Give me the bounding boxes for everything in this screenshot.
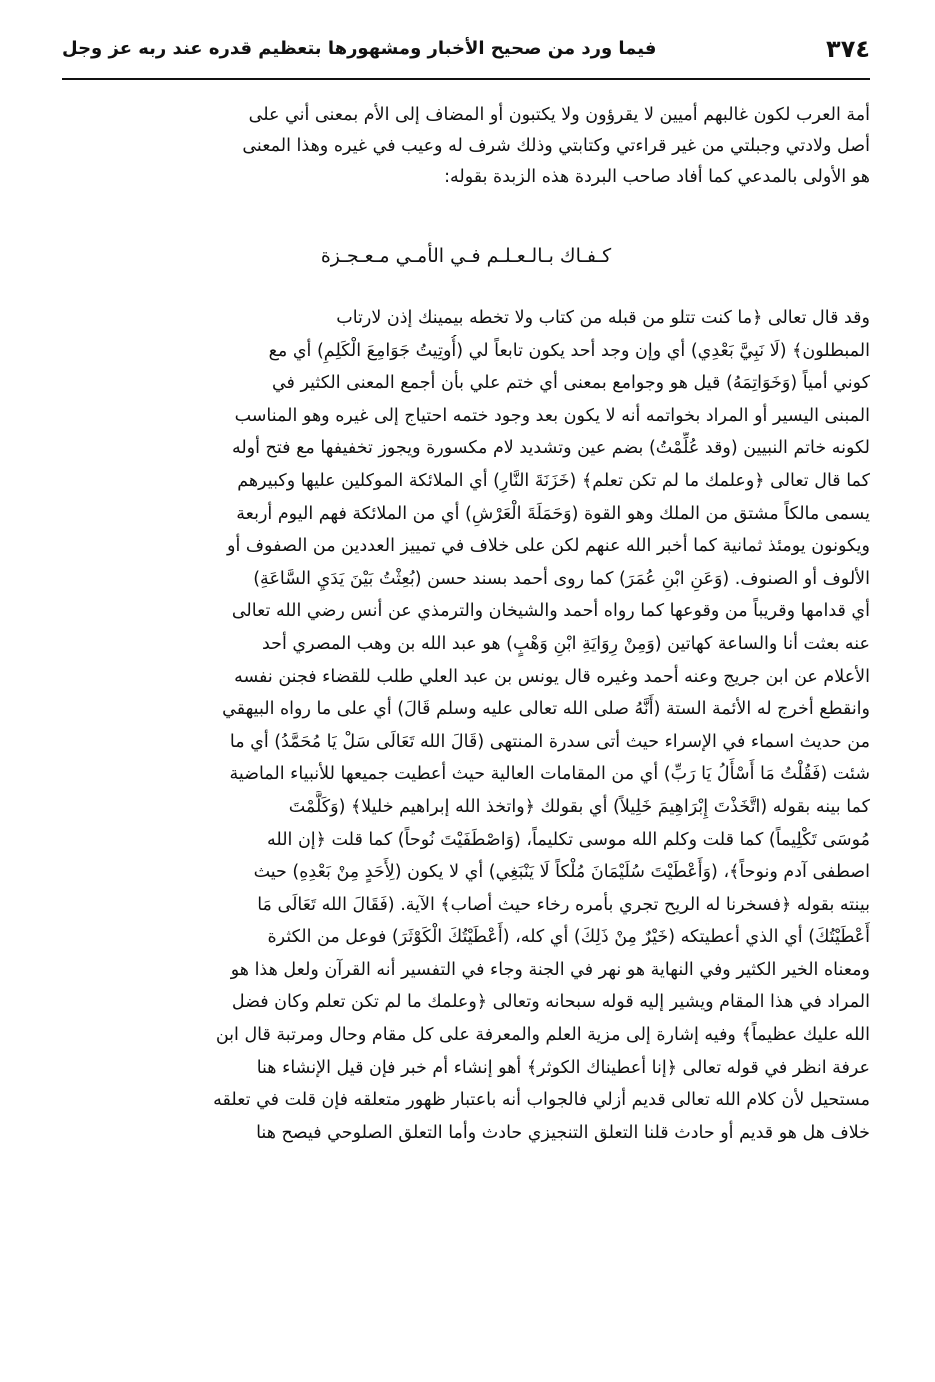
text-line: وقد قال تعالى ﴿ما كنت تتلو من قبله من كتاب ولا تخطه بيمينك إذن لارتاب bbox=[336, 308, 870, 328]
text-line: بينته بقوله ﴿فسخرنا له الريح تجري بأمره رخاء حيث أصاب﴾ الآية. (فَقَالَ الله تَعَالَى مَا bbox=[257, 894, 870, 915]
text-line: يسمى مالكاً مشتق من الملك وهو القوة (وَحَمَلَةَ الْعَرْشِ) أي من الملائكة فهم اليوم أربعة bbox=[236, 503, 870, 524]
text-line: مُوسَى تَكْلِيماً) كما قلت وكلم الله موسى تكليماً، (وَاصْطَفَيْتَ نُوحاً) كما قلت ﴿إن الله bbox=[267, 829, 870, 850]
text-line: من حديث اسماء في الإسراء حيث أتى سدرة المنتهى (قَالَ الله تَعَالَى سَلْ يَا مُحَمَّدُ) أي ما bbox=[229, 731, 870, 752]
text-line: ويكونون يومئذ ثمانية كما أخبر الله عنهم لكن على خلاف في تمييز العددين من الصفوف أو bbox=[227, 536, 870, 557]
text-line: كوني أمياً (وَخَوَاتِمَهُ) قيل هو وجوامع بمعنى أي ختم علي بأن أجمع المعنى الكثير في bbox=[271, 373, 870, 394]
text-line: أصل ولادتي وجبلتي من غير قراءتي وكتابتي وذلك شرف له وعيب في غيره وهذا المعنى bbox=[242, 136, 870, 156]
text-line: ومعناه الخير الكثير وفي النهاية هو نهر في الجنة وجاء في التفسير أنه القرآن ولعل هذا هو bbox=[230, 959, 870, 980]
commentary-paragraph bbox=[62, 302, 870, 1149]
text-line: اصطفى آدم ونوحاً﴾، (وَأَعْطَيْتَ سُلَيْمَانَ مُلْكاً لَا يَنْبَغِي) أي لا يكون (لِأَحَدٍ مِنْ بَعْدِهِ) حيث bbox=[253, 862, 870, 883]
text-line: عنه بعثت أنا والساعة كهاتين (وَمِنْ رِوَايَةِ ابْنِ وَهْبٍ) هو عبد الله بن وهب المصري أحد bbox=[261, 633, 870, 654]
text-line: أَعْطَيْتُكَ) أي الذي أعطيتكه (خَيْرٌ مِنْ ذَلِكَ) أي كله، (أَعْطَيْتُكَ الْكَوْثَرَ) فوعل من الكثرة bbox=[267, 927, 870, 948]
text-line: مستحيل لأن كلام الله تعالى قديم أزلي فالجواب أنه باعتبار ظهور متعلقه فإن قلت في تعلقه bbox=[213, 1090, 870, 1111]
text-line: عرفة انظر في قوله تعالى ﴿إنا أعطيناك الكوثر﴾ أهو إنشاء أم خبر فإن قيل الإنشاء هنا bbox=[256, 1057, 870, 1078]
text-line: شئت (فَقُلْتُ مَا أَسْأَلُ يَا رَبِّ) أي من المقامات العالية حيث أعطيت جميعها للأنبياء الماضية bbox=[229, 764, 870, 785]
text-line: الله عليك عظيماً﴾ وفيه إشارة إلى مزية العلم والمعرفة على كل مقام وحال ومرتبة قال ابن bbox=[215, 1025, 870, 1046]
intro-paragraph bbox=[62, 100, 870, 193]
text-line: المبطلون﴾ (لَا نَبِيَّ بَعْدِي) أي وإن وجد أحد يكون تابعاً لي (أُوتِيتُ جَوَامِعَ الْكَلِمِ) أي مع bbox=[268, 340, 870, 361]
text-line: أمة العرب لكون غالبهم أميين لا يقرؤون ولا يكتبون أو المضاف إلى الأم بمعنى أني على bbox=[248, 105, 870, 125]
header-divider bbox=[62, 78, 870, 80]
text-line: الألوف أو الصنوف. (وَعَنِ ابْنِ عُمَرَ) كما روى أحمد بسند حسن (بُعِثْتُ بَيْنَ يَدَيِ السَّاعَةِ) bbox=[253, 568, 870, 589]
text-line: المراد في هذا المقام ويشير إليه قوله سبحانه وتعالى ﴿وعلمك ما لم تكن تعلم وكان فضل bbox=[231, 992, 870, 1013]
text-line: هو الأولى بالمدعي كما أفاد صاحب البردة هذه الزبدة بقوله: bbox=[444, 167, 870, 187]
page-number: ٣٧٤ bbox=[826, 35, 870, 63]
poetry-verse: كـفـاك بـالـعـلـم فـي الأمـي مـعـجـزة bbox=[320, 245, 612, 267]
text-line: أي قدامها وقريباً من وقوعها كما رواه أحمد والشيخان والترمذي عن أنس رضي الله تعالى bbox=[231, 601, 870, 622]
text-line: المبنى اليسير أو المراد بخواتمه أنه لا يكون بعد وجود ختمه احتياج إلى غيره وهو المناسب bbox=[234, 405, 870, 426]
text-line: الأعلام عن ابن جريج وعنه أحمد وغيره قال يونس بن عبد العلي طلب للقضاء فجنن نفسه bbox=[234, 666, 870, 687]
text-line: كما قال تعالى ﴿وعلمك ما لم تكن تعلم﴾ (خَزَنَةَ النَّارِ) أي الملائكة الموكلين عليها وكبيرهم bbox=[237, 470, 870, 491]
text-line: وانقطع أخرج له الأئمة الستة (أَنَّهُ صلى الله تعالى عليه وسلم قَالَ) أي على ما رواه البيهقي bbox=[222, 699, 870, 720]
text-line: خلاف هل هو قديم أو حادث قلنا التعلق التنجيزي حادث وأما التعلق الصلوحي فيصح هنا bbox=[256, 1122, 870, 1143]
running-title: فيما ورد من صحيح الأخبار ومشهورها بتعظيم قدره عند ربه عز وجل bbox=[62, 38, 657, 59]
running-header bbox=[62, 28, 870, 80]
text-line: كما بينه بقوله (اتَّخَذْتَ إِبْرَاهِيمَ خَلِيلاً) أي بقولك ﴿واتخذ الله إبراهيم خليلا﴾ (وَكَلَّمْتَ bbox=[288, 796, 870, 817]
text-line: لكونه خاتم النبيين (وقد عُلِّمْتُ) بضم عين وتشديد لام مكسورة ويجوز تخفيفها مع فتح أوله bbox=[231, 438, 870, 459]
